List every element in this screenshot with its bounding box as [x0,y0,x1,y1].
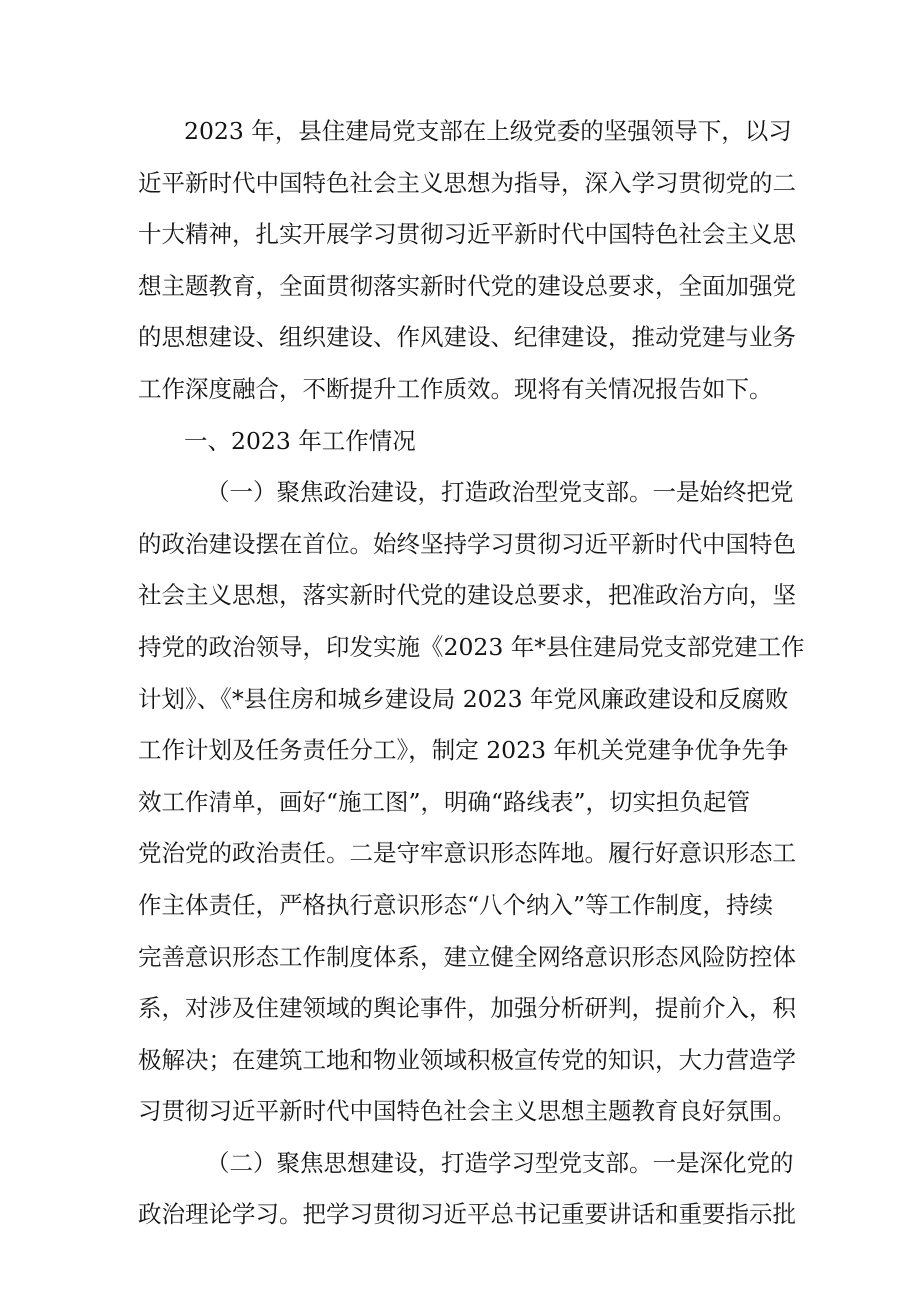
paragraph-intro-line: 工作深度融合，不断提升工作质效。现将有关情况报告如下。 [138,374,773,403]
paragraph-intro-line: 2023 年，县住建局党支部在上级党委的坚强领导下，以习 [184,117,792,145]
subsection-1-line: 工作计划及任务责任分工》，制定 2023 年机关党建争优争先争 [138,736,789,765]
subsection-1-line: 效工作清单，画好“施工图”，明确“路线表”，切实担负起管 [138,787,751,816]
subsection-2-line: （二）聚焦思想建设，打造学习型党支部。一是深化党的 [206,1148,794,1177]
paragraph-intro-line: 的思想建设、组织建设、作风建设、纪律建设，推动党建与业务 [138,323,796,352]
subsection-2-line: 政治理论学习。把学习贯彻习近平总书记重要讲话和重要指示批 [138,1200,796,1229]
subsection-1-line: （一）聚焦政治建设，打造政治型党支部。一是始终把党 [206,478,794,507]
subsection-1-line: 完善意识形态工作制度体系，建立健全网络意识形态风险防控体 [138,942,796,971]
body-text [138,106,805,1241]
subsection-1-line: 社会主义思想，落实新时代党的建设总要求，把准政治方向，坚 [138,581,796,610]
paragraph-intro-line: 想主题教育，全面贯彻落实新时代党的建设总要求，全面加强党 [138,271,796,300]
subsection-1-line: 的政治建设摆在首位。始终坚持学习贯彻习近平新时代中国特色 [138,529,796,558]
paragraph-intro-line: 十大精神，扎实开展学习贯彻习近平新时代中国特色社会主义思 [138,220,796,249]
subsection-1-line: 持党的政治领导，印发实施《2023 年*县住建局党支部党建工作 [138,632,805,661]
subsection-1-line: 党治党的政治责任。二是守牢意识形态阵地。履行好意识形态工 [138,839,796,868]
subsection-1-line: 作主体责任，严格执行意识形态“八个纳入”等工作制度，持续 [138,890,774,919]
subsection-1-line: 习贯彻习近平新时代中国特色社会主义思想主题教育良好氛围。 [138,1097,796,1126]
paragraph-intro-line: 近平新时代中国特色社会主义思想为指导，深入学习贯彻党的二 [138,168,796,197]
subsection-1-line: 系，对涉及住建领域的舆论事件，加强分析研判，提前介入，积 [138,994,796,1023]
subsection-1-line: 计划》、《*县住房和城乡建设局 2023 年党风廉政建设和反腐败 [138,684,789,713]
section-heading: 一、2023 年工作情况 [184,426,416,455]
subsection-1-line: 极解决；在建筑工地和物业领域积极宣传党的知识，大力营造学 [138,1045,796,1074]
